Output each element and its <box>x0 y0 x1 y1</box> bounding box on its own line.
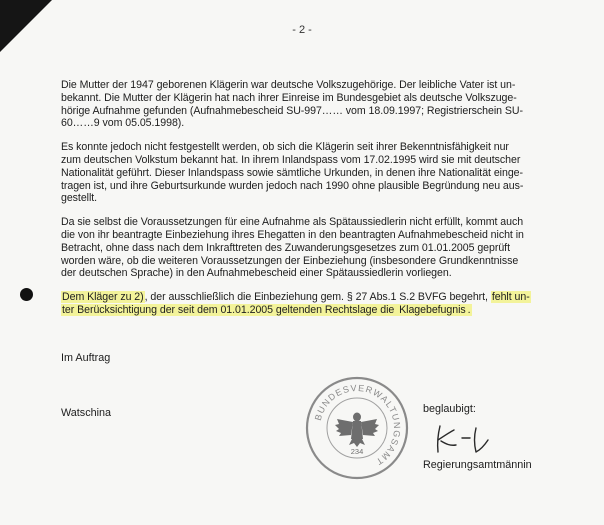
certified-label: beglaubigt: <box>423 403 476 415</box>
paragraph-3 <box>61 216 576 280</box>
bullet-dot <box>20 288 33 301</box>
text-line: Betracht, ohne dass nach dem Inkrafttreten des Zuwanderungsgesetzes zum 01.01.2005 geprüft <box>61 241 510 254</box>
im-auftrag-label: Im Auftrag <box>61 352 111 364</box>
text-line: Da sie selbst die Voraussetzungen für eine Aufnahme als Spätaussiedlerin nicht erfüllt, kommt auch <box>61 216 524 229</box>
official-title: Regierungsamtmännin <box>423 459 532 471</box>
paragraph-1 <box>61 79 576 130</box>
seal-ring-text: BUNDESVERWALTUNGSAMT <box>312 382 403 468</box>
paragraph-2 <box>61 141 576 205</box>
text-line: Die Mutter der 1947 geborenen Klägerin war deutsche Volkszugehörige. Der leibliche Vater ist un- <box>61 79 516 91</box>
highlight-mark: Dem Kläger zu 2) <box>62 291 144 304</box>
page-number: - 2 - <box>292 24 312 36</box>
text-line: die von ihr beantragte Einbeziehung ihres Ehegatten in den beantragten Aufnahmebescheid nicht in <box>61 228 524 241</box>
text-line <box>61 304 576 317</box>
letter-body <box>61 79 576 328</box>
text-line <box>61 291 576 304</box>
highlight-mark: Klagebefugnis <box>399 303 466 316</box>
text-line: gestellt. <box>61 192 98 205</box>
text-line: worden wäre, ob die weiteren Voraussetzungen der Einbeziehung (insbesondere Grundkenntnisse <box>61 254 519 267</box>
signer-name: Watschina <box>61 407 112 419</box>
text-line: 60……9 vom 05.05.1998). <box>61 117 185 130</box>
handwritten-signature <box>432 422 492 456</box>
official-seal-stamp <box>304 375 410 481</box>
eagle-icon <box>335 413 379 448</box>
text-line: hörige Aufnahme gefunden (Aufnahmebescheid SU-997…… vom 18.09.1997; Registrierschein SU- <box>61 104 523 117</box>
highlight-mark: ter Berücksichtigung der seit dem 01.01.2005 geltenden Rechtslage die <box>62 303 398 316</box>
highlight-mark: . <box>467 303 471 316</box>
seal-number: 234 <box>350 447 364 456</box>
text-run: , der ausschließlich die Einbeziehung gem. § 27 Abs.1 S.2 BVFG begehrt, <box>144 291 491 304</box>
paragraph-4-highlighted <box>61 291 576 317</box>
text-line: bekannt. Die Mutter der Klägerin hat nach ihrer Einreise im Bundesgebiet als deutsche Volkszuge- <box>61 91 517 104</box>
text-line: zum deutschen Volkstum bekannt hat. In ihrem Inlandspass vom 17.02.1995 wird sie mit deutscher <box>61 153 521 166</box>
text-line: tragen ist, und ihre Geburtsurkunde wurden jedoch nach 1990 ohne plausible Begründung neu aus- <box>61 179 524 192</box>
text-line: der deutschen Sprache) in den Aufnahmebescheid einer Spätaussiedlerin vorliegen. <box>61 267 452 280</box>
text-line: Nationalität geführt. Dieser Inlandspass sowie sämtliche Urkunden, in denen ihre Nationalität einge- <box>61 166 523 179</box>
text-line: Es konnte jedoch nicht festgestellt werden, ob sich die Klägerin seit ihrer Bekenntnisfähigkeit nur <box>61 141 509 154</box>
highlight-mark: fehlt un- <box>491 291 530 304</box>
